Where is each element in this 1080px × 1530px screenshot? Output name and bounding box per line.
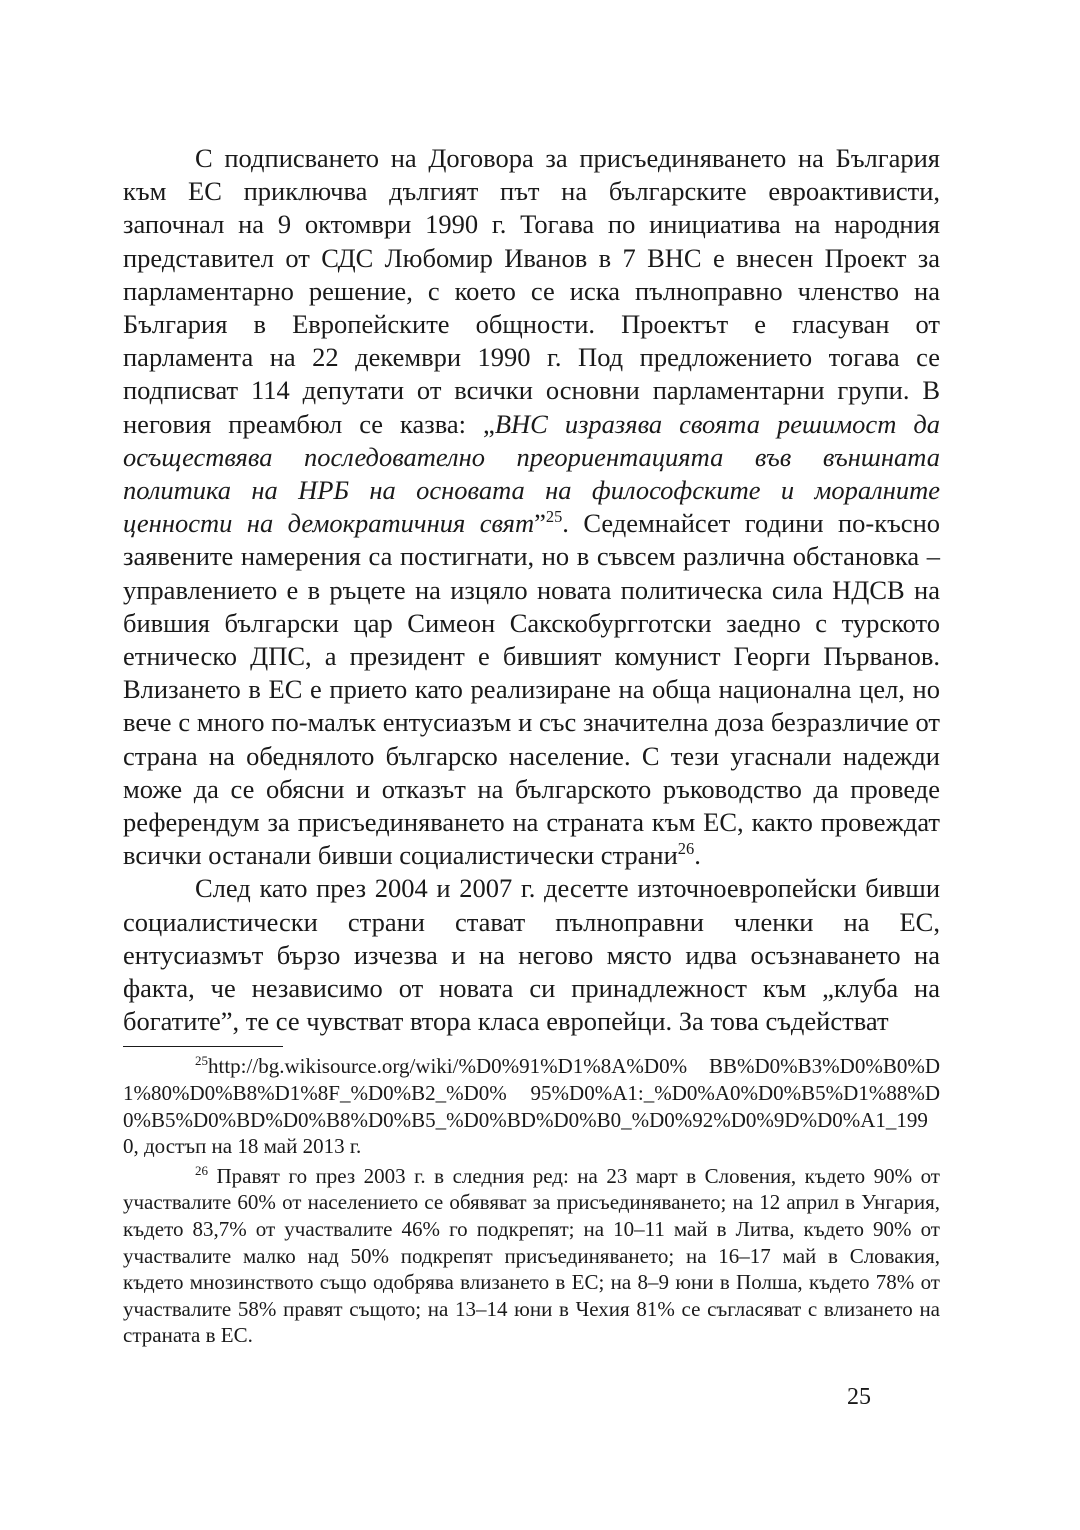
footnote [123,1163,940,1349]
body-paragraph: След като през 2004 и 2007 г. десетте източноевропейски бивши социалистически страни стават пълноправни членки на ЕС, ентусиазмът бързо изчезва и на негово място идва осъзнаването на факта, че независимо от новата си принадлежност към „клуба на богатите”, те се чувстват втора класа европейци. За това съдействат [123,873,940,1037]
paragraph-text: С подписването на Договора за присъединяването на България към ЕС приключва дългият път на българските евроактивисти, започнал на 9 октомври 1990 г. Тогава по инициатива на народния представител от СДС Любомир Иванов в 7 ВНС е внесен Проект за парламентарно решение, с което се иска пълноправно членство на България в Европейските общности. Проектът е гласуван от парламента на 22 декември 1990 г. Под предложението тогава се подписват 114 депутати от всички основни парламентарни групи. В неговия преамбюл се казва: „ [123,143,940,439]
footnote-text: , достъп на 18 май 2013 г. [133,1134,362,1159]
page-content [123,142,940,1349]
quote-close: ” [534,508,546,539]
footnote-divider [123,1046,283,1047]
footnote-reference[interactable]: 25 [545,507,563,527]
footnote-number: 25 [195,1053,209,1069]
paragraph-text: . Седемнайсет години по-късно заявените намерения са постигнати, но в съвсем различна обстановка – управлението е в ръцете на изцяло новата политическа сила НДСВ на бившия български цар Симеон Сакскобургготски заедно с турското етническо ДПС, а президент е бившият комунист Георги Първанов. Влизането в ЕС е прието като реализиране на обща национална цел, но вече с много по-малък ентусиазъм и със значителна доза безразличие от страна на обеднялото българско население. С тези угаснали надежди може да се обясни и отказът на българското ръководство да проведе референдум за присъединяването на страната към ЕС, както провеждат всички останали бивши социалистически страни [123,508,940,871]
footnote-link[interactable]: http://bg.wikisource.org/wiki/%D0%91%D1%8A%D0% BB%D0%B3%D0%B0%D1%80%D0%B8%D1%8F_%D0%B2_%D0% 95%D0%A1:_%D0%A0%D0%B5%D1%88%D 0%B5%D0%BD%D0%B8%D0%B5_%D0%BD%D0%B0_%D0%92%D0%9D%D0%A1_1990 [123,1054,940,1159]
footnote [123,1053,940,1159]
footnote-reference[interactable]: 26 [677,839,695,859]
body-paragraph [123,142,940,872]
footnote-text: Правят го през 2003 г. в следния ред: на 23 март в Словения, където 90% от участвалите 60% от населението се обявяват за присъединяването; на 12 април в Унгария, където 83,7% от участвалите 46% го подкрепят; на 10–11 май в Литва, където 90% от участвалите малко над 50% подкрепят присъединяването; на 16–17 май в Словакия, където мнозинството също одобрява влизането в ЕС; на 8–9 юни в Полша, където 78% от участвалите 58% правят същото; на 13–14 юни в Чехия 81% се съгласяват с влизането на страната в ЕС. [123,1163,940,1348]
page-number: 25 [847,1384,871,1410]
quoted-text: ВНС изразява своята решимост да осъществява последователно преориентацията във външната политика на НРБ на основата на философските и моралните ценности на демократичния свят [123,408,940,539]
footnote-number: 26 [195,1162,209,1178]
paragraph-text: . [694,840,701,871]
